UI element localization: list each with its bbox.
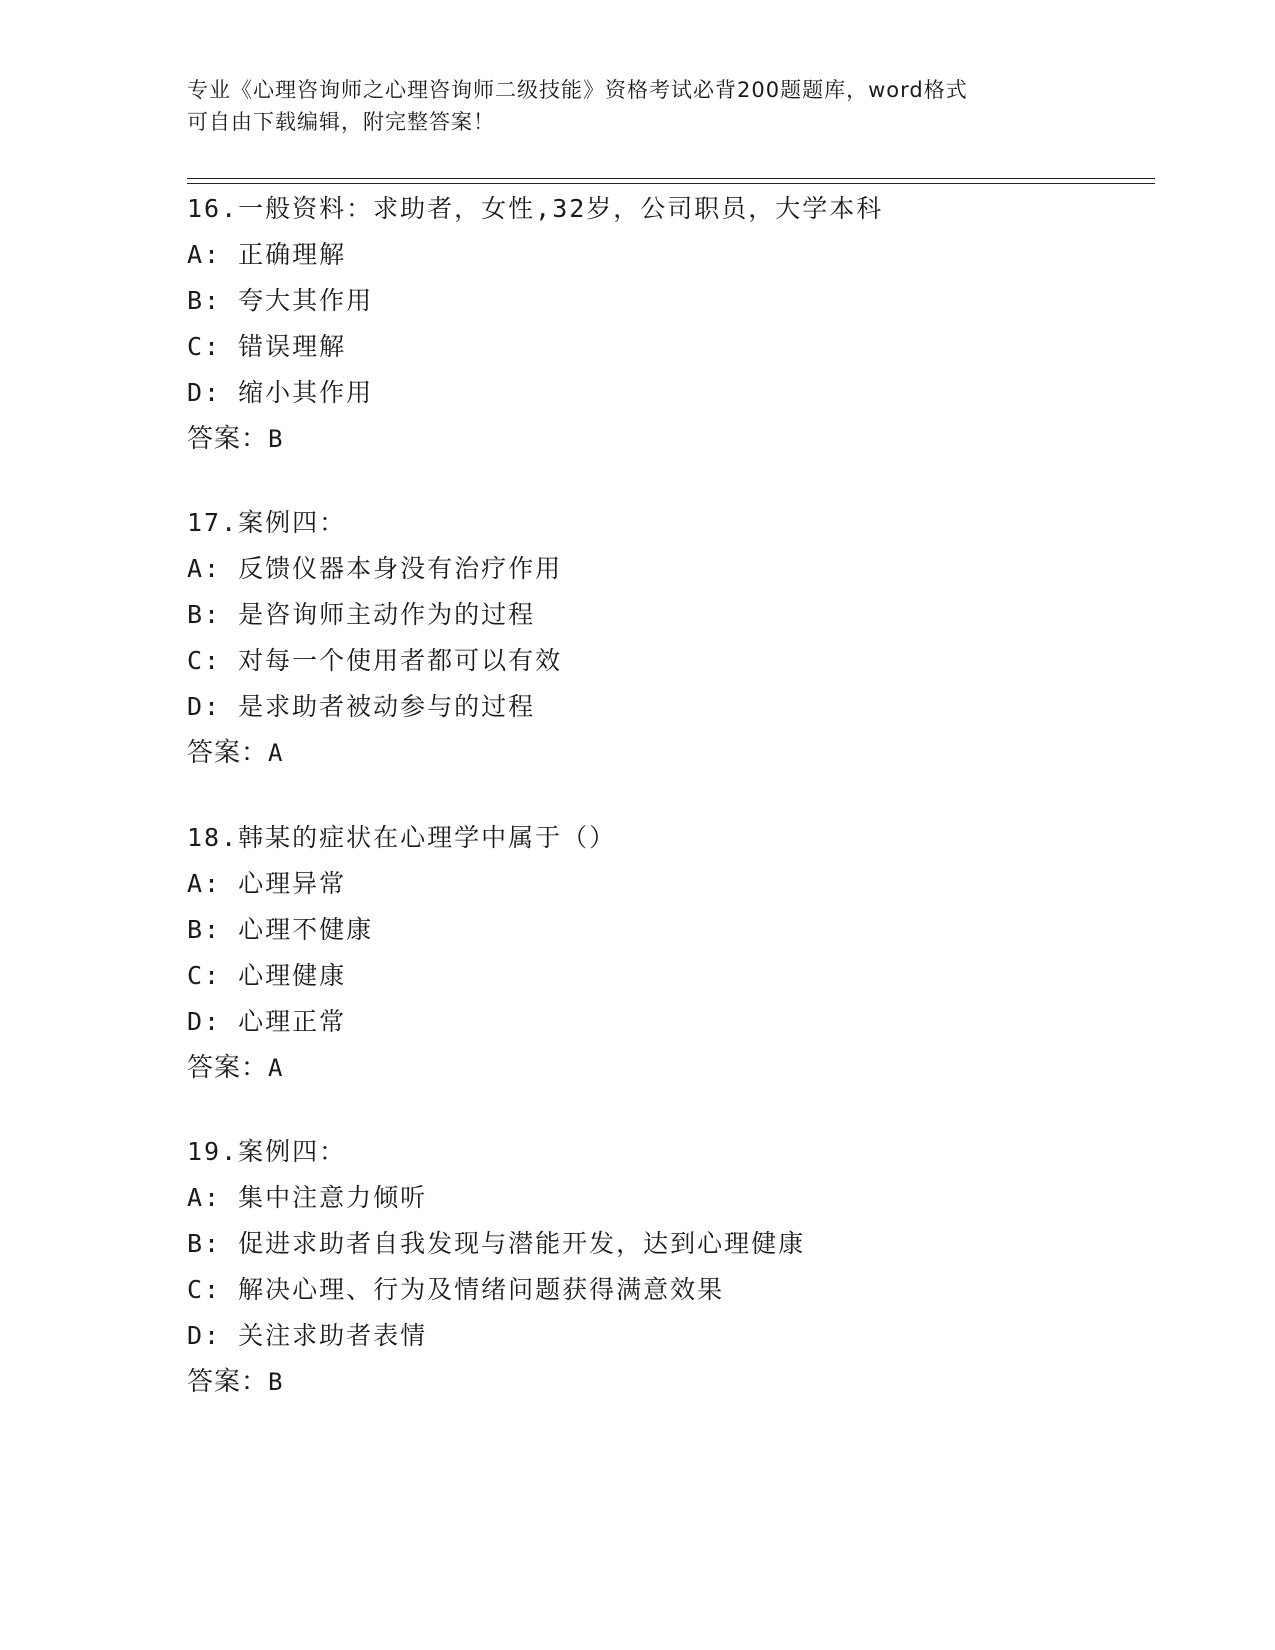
question-17 [187,500,1147,776]
answer-label: 答案： [187,424,269,454]
question-stem: 16.一般资料：求助者，女性,32岁，公司职员，大学本科 [187,194,884,223]
question-stem: 17.案例四： [187,508,347,537]
header-line-2: 可自由下载编辑，附完整答案！ [187,110,495,134]
answer-row [187,1045,1147,1091]
option-b: B: 夸大其作用 [187,286,374,315]
option-a: A: 心理异常 [187,869,347,898]
document-header [187,74,1087,138]
answer-label: 答案： [187,1367,269,1397]
question-stem: 18.韩某的症状在心理学中属于（） [187,823,617,852]
question-stem: 19.案例四： [187,1137,347,1166]
answer-row [187,730,1147,776]
option-c: C: 心理健康 [187,961,347,990]
answer-label: 答案： [187,738,269,768]
option-d: D: 缩小其作用 [187,378,374,407]
option-d: D: 关注求助者表情 [187,1321,428,1350]
header-line-1: 专业《心理咨询师之心理咨询师二级技能》资格考试必背200题题库，word格式 [187,78,968,102]
question-16 [187,186,1147,462]
answer-row [187,416,1147,462]
answer-value: B [268,425,284,453]
option-c: C: 解决心理、行为及情绪问题获得满意效果 [187,1275,725,1304]
question-18 [187,815,1147,1091]
option-c: C: 错误理解 [187,332,347,361]
header-divider-top [187,178,1155,179]
question-19 [187,1129,1147,1405]
option-d: D: 心理正常 [187,1007,347,1036]
option-b: B: 心理不健康 [187,915,374,944]
option-b: B: 是咨询师主动作为的过程 [187,600,536,629]
answer-row [187,1359,1147,1405]
option-a: A: 正确理解 [187,240,347,269]
answer-value: B [268,1368,284,1396]
option-b: B: 促进求助者自我发现与潜能开发，达到心理健康 [187,1229,806,1258]
answer-label: 答案： [187,1053,269,1083]
answer-value: A [268,739,284,767]
header-divider-bottom [187,183,1155,184]
option-c: C: 对每一个使用者都可以有效 [187,646,563,675]
option-d: D: 是求助者被动参与的过程 [187,692,536,721]
option-a: A: 反馈仪器本身没有治疗作用 [187,554,563,583]
option-a: A: 集中注意力倾听 [187,1183,428,1212]
answer-value: A [268,1054,284,1082]
